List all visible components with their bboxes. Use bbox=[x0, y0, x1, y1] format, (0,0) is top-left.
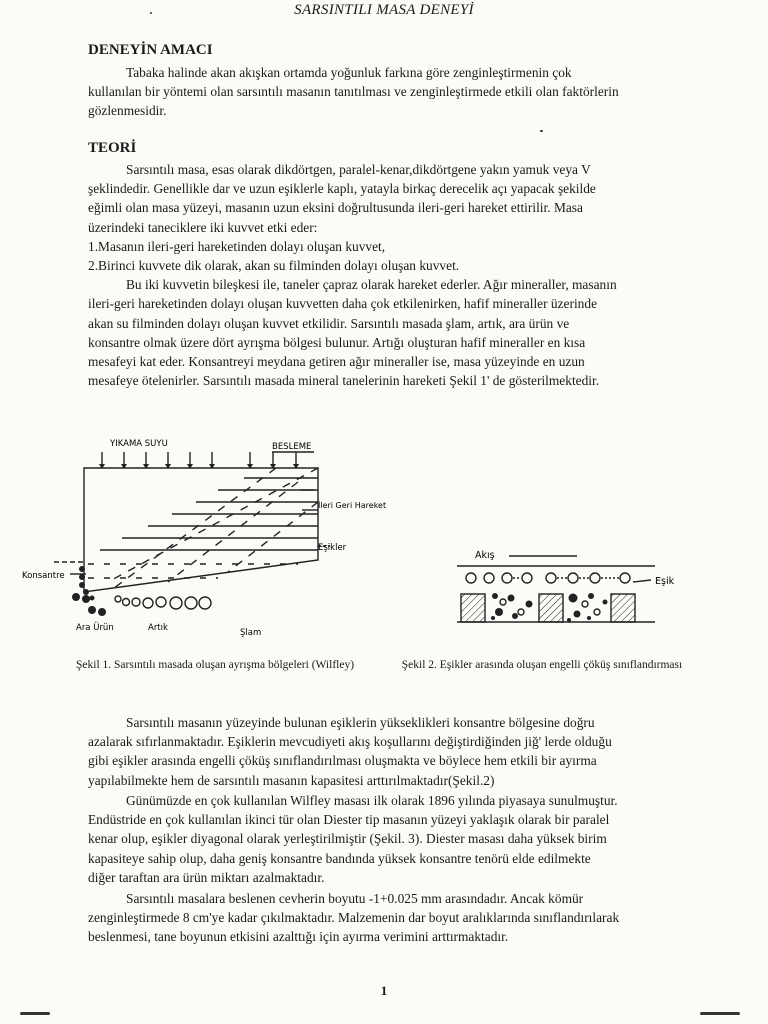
text-line: yapılabilmekte hem de sarsıntılı masanın kapasitesi arttırılmaktadır(Şekil.2) bbox=[88, 772, 495, 788]
aim-paragraph bbox=[88, 63, 700, 121]
scan-speck bbox=[540, 130, 543, 132]
scan-edge-noise bbox=[20, 1012, 50, 1015]
fig1-label-riffles: Eşikler bbox=[318, 543, 347, 553]
scan-speck bbox=[150, 12, 152, 14]
text-line: gözlenmesidir. bbox=[88, 103, 167, 119]
text-line: beslenmesi, tane boyunun etkisini azalttığı için ayırma verimini arttırmaktadır. bbox=[88, 929, 509, 945]
fig2-label-flow: Akış bbox=[475, 550, 495, 561]
fig2-label-riffle: Eşik bbox=[655, 576, 675, 587]
text-line: azalarak sıfırlanmaktadır. Eşiklerin mevcudiyeti akış koşullarını değiştirdiğinden jiğ' lerde olduğu bbox=[88, 734, 612, 750]
text-line: 2.Birinci kuvvete dik olarak, akan su filminden dolayı oluşan kuvvet. bbox=[88, 258, 460, 274]
text-line: gibi eşikler arasında engelli çöküş sınıflandırılması oluşmakta ve böylece hem etkili bir ayırma bbox=[88, 753, 597, 769]
text-line: kapasiteye sahip olup, daha geniş konsantre bandında yüksek konsantre tenörü elde edilmekte bbox=[88, 850, 591, 866]
fig1-label-concentrate: Konsantre bbox=[22, 571, 65, 581]
figure-1-shaking-table-diagram bbox=[18, 432, 387, 647]
section-heading-theory: TEORİ bbox=[88, 140, 137, 156]
text-line: mesafeye ötelenirler. Sarsıntılı masada mineral tanelerinin hareketi Şekil 1' de gösterilmektedir. bbox=[88, 373, 600, 389]
body-paragraph-1 bbox=[88, 713, 700, 790]
figure-2-hindered-settling-diagram bbox=[455, 540, 705, 640]
text-line: 1.Masanın ileri-geri hareketinden dolayı oluşan kuvvet, bbox=[88, 238, 386, 254]
fig1-label-motion: İleri Geri Hareket bbox=[318, 501, 387, 510]
body-paragraph-2 bbox=[88, 791, 700, 887]
scan-edge-noise bbox=[700, 1012, 740, 1015]
fig1-label-wash-water: YIKAMA SUYU bbox=[110, 439, 168, 449]
text-line: diğer taraftan ara ürün miktarı azalmaktadır. bbox=[88, 869, 325, 885]
fig1-label-feed: BESLEME bbox=[272, 442, 312, 452]
text-line: eğimli olan masa yüzeyi, masanın uzun eksini doğrultusunda ileri-geri hareket ettirilir. Masa bbox=[88, 200, 583, 216]
figure-2-caption: Şekil 2. Eşikler arasında oluşan engelli çöküş sınıflandırması bbox=[401, 659, 683, 671]
text-line: Endüstride en çok kullanılan ikinci tür olan Diester tip masanın yüzeyi yaklaşık olarak bir paralel bbox=[88, 812, 610, 828]
text-line: Tabaka halinde akan akışkan ortamda yoğunluk farkına göre zenginleştirmenin çok bbox=[126, 65, 572, 80]
text-line: konsantre olmak üzere dört ayrışma bölgesi bulunur. Artığı oluşturan hafif mineraller en kısa bbox=[88, 334, 586, 350]
text-line: Bu iki kuvvetin bileşkesi ile, taneler çapraz olarak hareket ederler. Ağır mineraller, masanın bbox=[126, 277, 617, 293]
text-line: zenginleştirmede 8 cm'ye kadar çıkılmaktadır. Malzemenin dar boyut aralıklarında sınıflandırılarak bbox=[88, 910, 620, 926]
body-paragraph-3 bbox=[88, 889, 700, 947]
figure-1-caption: Şekil 1. Sarsıntılı masada oluşan ayrışma bölgeleri (Wilfley) bbox=[76, 659, 355, 671]
page-title: SARSINTILI MASA DENEYİ bbox=[294, 2, 474, 18]
theory-paragraph bbox=[88, 160, 700, 390]
fig1-label-tailings: Artık bbox=[148, 623, 168, 633]
fig1-label-slime: Şlam bbox=[240, 628, 262, 638]
text-line: mesafeyi kat eder. Konsantreyi meydana getiren ağır mineraller ise, masa yüzeyinde en uzun bbox=[88, 354, 585, 370]
text-line: şeklindedir. Genellikle dar ve uzun eşiklerle kaplı, yatayla birkaç derecelik açı yapacak şekilde bbox=[88, 181, 596, 197]
text-line: Sarsıntılı masanın yüzeyinde bulunan eşiklerin yükseklikleri konsantre bölgesine doğru bbox=[126, 715, 595, 730]
text-line: üzerindeki taneciklere iki kuvvet etki eder: bbox=[88, 219, 318, 235]
text-line: akan su filminden dolayı oluşan kuvvet etkilidir. Sarsıntılı masada şlam, artık, ara ürün ve bbox=[88, 315, 570, 331]
page-number: 1 bbox=[380, 983, 388, 998]
text-line: ileri-geri hareketinden dolayı oluşan kuvvetten daha çok etkilenirken, hafif mineraller üzerinde bbox=[88, 296, 598, 312]
section-heading-aim: DENEYİN AMACI bbox=[88, 42, 213, 58]
text-line: Sarsıntılı masalara beslenen cevherin boyutu -1+0.025 mm arasındadır. Ancak kömür bbox=[126, 891, 584, 906]
text-line: kenar olup, eşikler diyagonal olarak yerleştirilmiştir (Şekil. 3). Diester masası daha yüksek birim bbox=[88, 831, 607, 847]
text-line: Günümüzde en çok kullanılan Wilfley masası ilk olarak 1896 yılında piyasaya sunulmuştur. bbox=[126, 793, 618, 808]
text-line: kullanılan bir yöntemi olan sarsıntılı masanın tanıtılması ve zenginleştirmede etkili olan faktörlerin bbox=[88, 84, 619, 100]
fig1-label-middlings: Ara Ürün bbox=[76, 623, 114, 633]
text-line: Sarsıntılı masa, esas olarak dikdörtgen, paralel-kenar,dikdörtgene yakın yamuk veya V bbox=[126, 162, 591, 177]
